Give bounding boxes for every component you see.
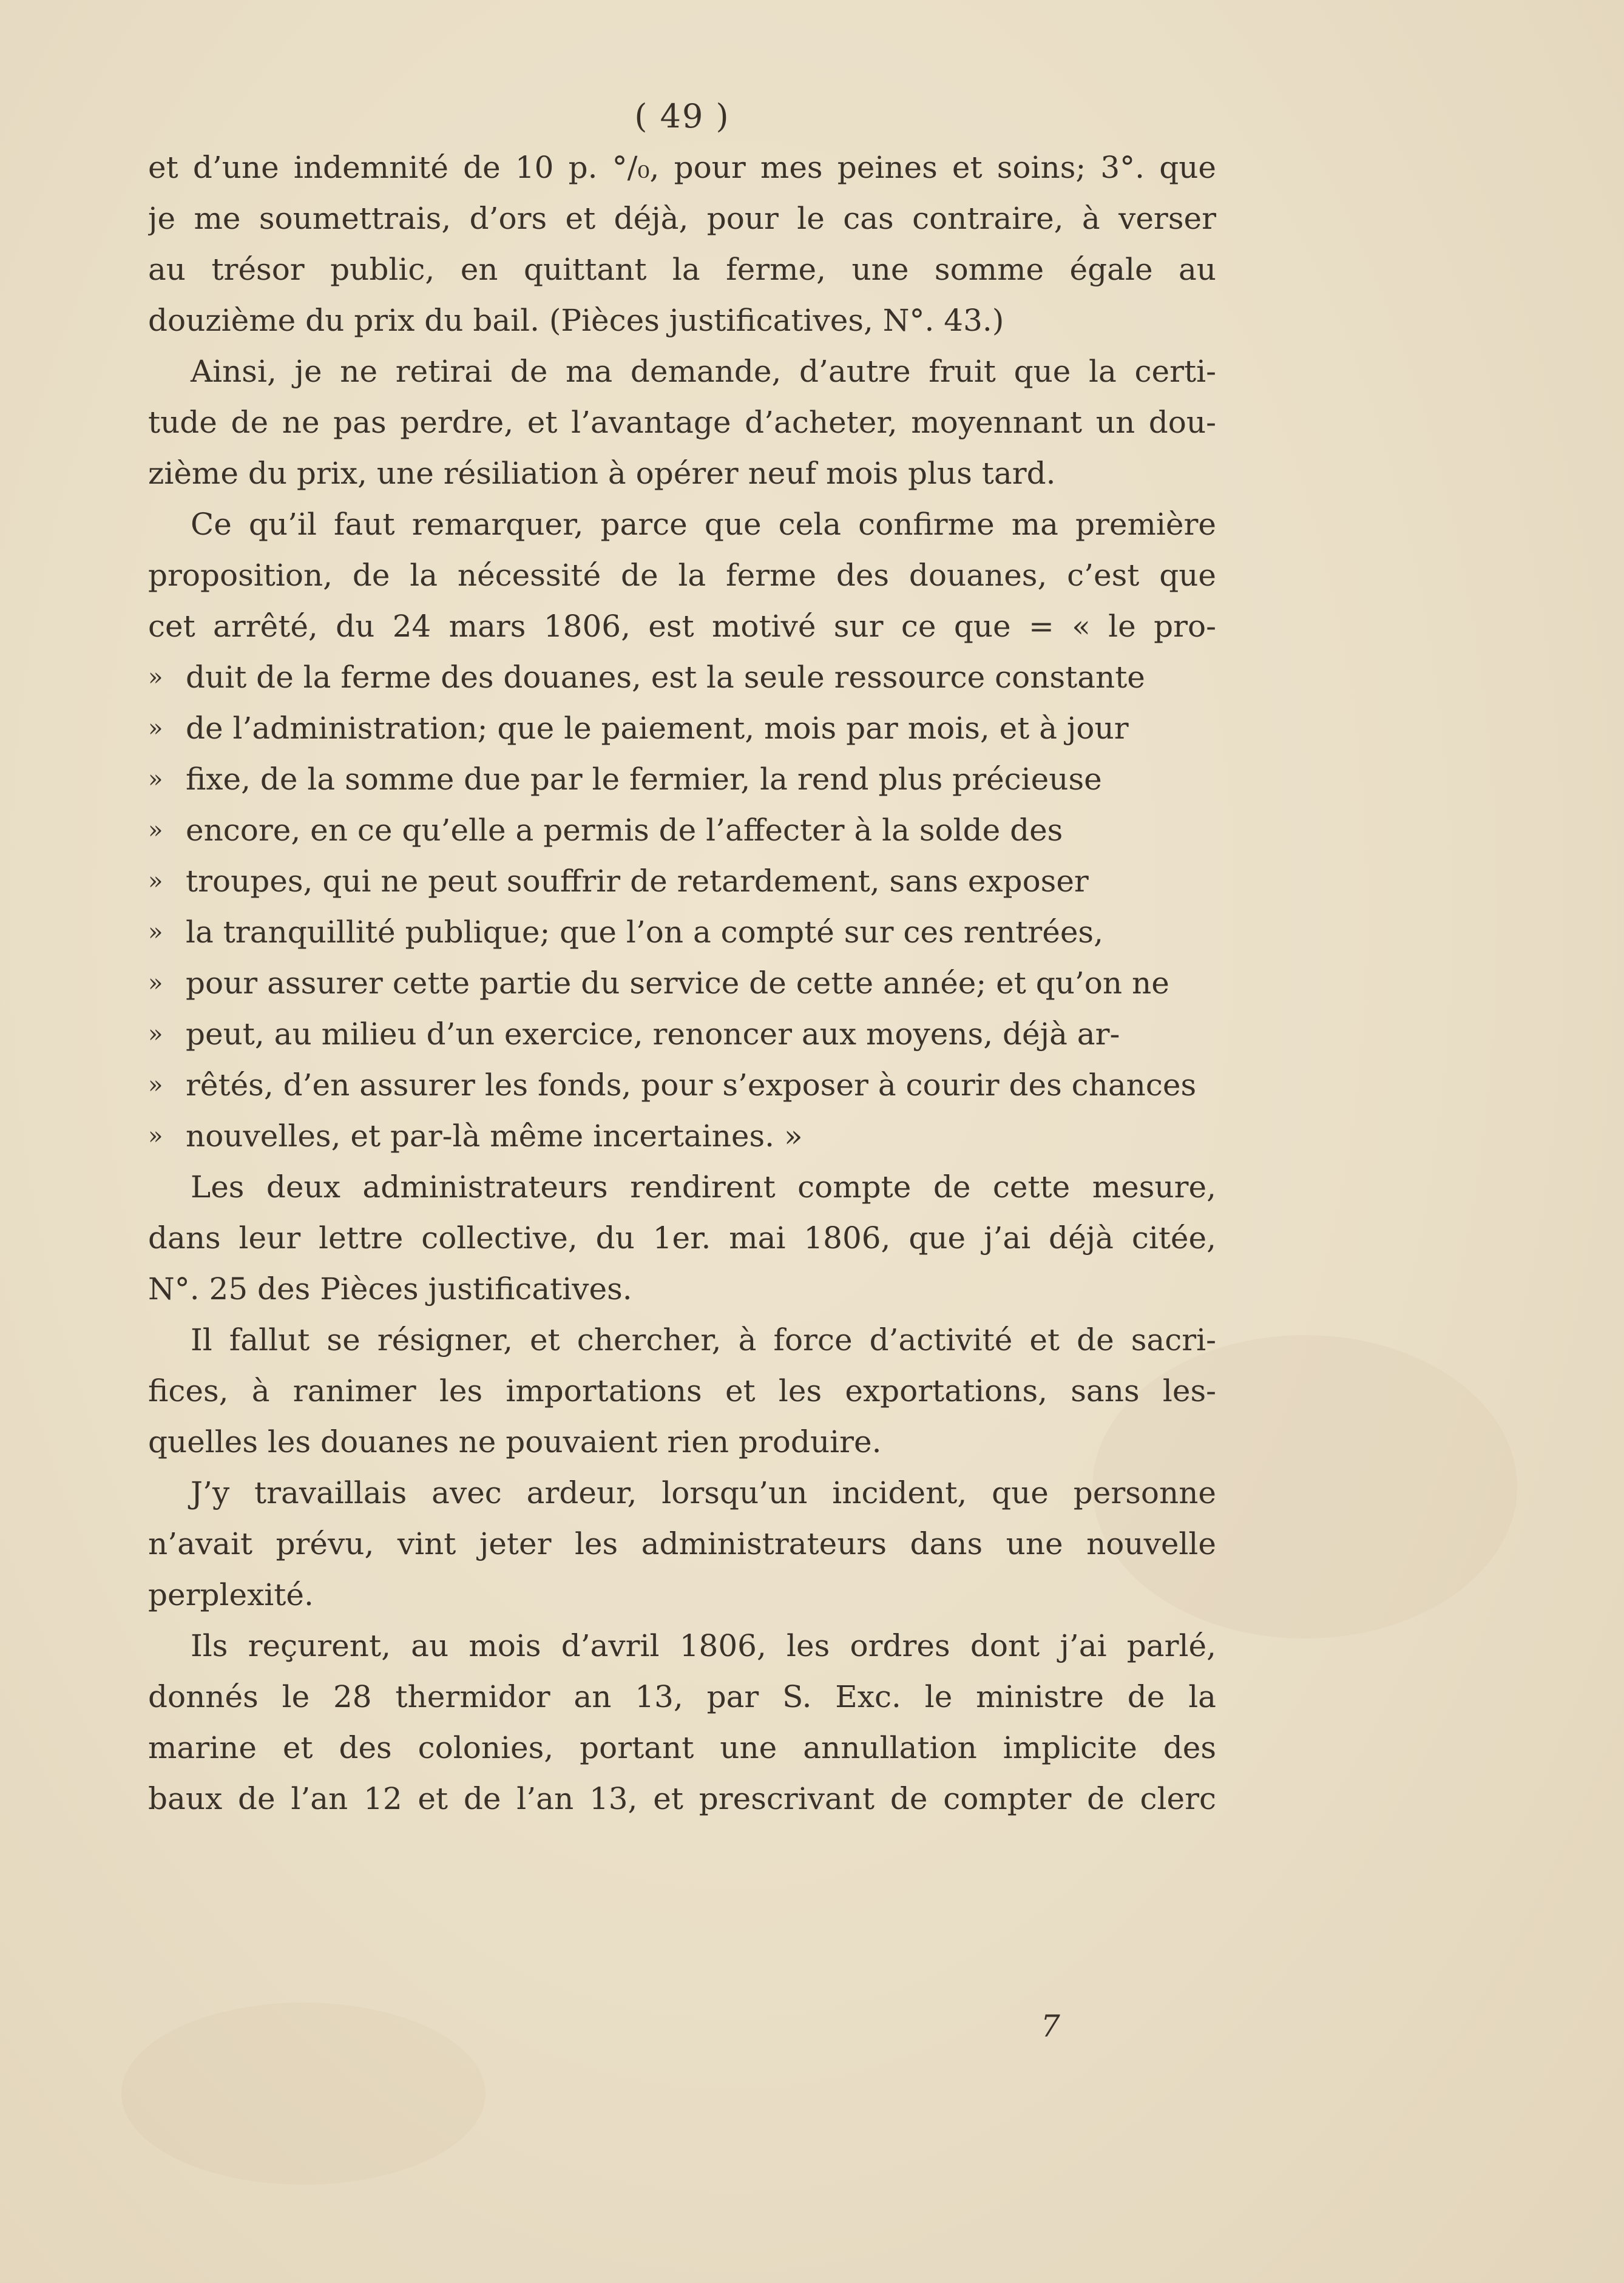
text-line: [148, 1569, 1216, 1620]
line-text: fixe, de la somme due par le fermier, la rend plus précieuse: [186, 762, 1102, 797]
line-text: peut, au milieu d’un exercice, renoncer aux moyens, déjà ar-: [186, 1016, 1120, 1052]
quote-mark: »: [148, 1122, 163, 1150]
line-text: pour assurer cette partie du service de cette année; et qu’on ne: [186, 966, 1169, 1001]
line-text: donnés le 28 thermidor an 13, par S. Exc. le ministre de la: [148, 1679, 1216, 1714]
line-text: dans leur lettre collective, du 1er. mai 1806, que j’ai déjà citée,: [148, 1220, 1216, 1256]
quote-mark: »: [148, 714, 163, 742]
quoted-line: [148, 754, 1216, 805]
quote-mark: »: [148, 765, 163, 793]
line-text: zième du prix, une résiliation à opérer neuf mois plus tard.: [148, 456, 1056, 491]
quoted-line: [148, 805, 1216, 856]
line-text: nouvelles, et par-là même incertaines. »: [186, 1118, 803, 1154]
quoted-line: [148, 856, 1216, 907]
line-text: baux de l’an 12 et de l’an 13, et prescrivant de compter de clerc: [148, 1781, 1216, 1816]
text-line: [148, 1365, 1216, 1416]
text-line: [148, 601, 1216, 652]
quote-mark: »: [148, 1020, 163, 1048]
line-text: Ainsi, je ne retirai de ma demande, d’autre fruit que la certi-: [191, 354, 1216, 389]
line-text: N°. 25 des Pièces justificatives.: [148, 1271, 632, 1307]
text-line: [148, 1518, 1216, 1569]
quote-mark: »: [148, 867, 163, 895]
line-text: et d’une indemnité de 10 p. °/₀, pour mes peines et soins; 3°. que: [148, 150, 1216, 185]
quote-mark: »: [148, 816, 163, 844]
text-line: [148, 1213, 1216, 1263]
line-text: proposition, de la nécessité de la ferme des douanes, c’est que: [148, 558, 1216, 593]
line-text: duit de la ferme des douanes, est la seule ressource constante: [186, 660, 1145, 695]
quoted-line: [148, 1111, 1216, 1162]
line-text: Ce qu’il faut remarquer, parce que cela confirme ma première: [191, 507, 1216, 542]
quote-mark: »: [148, 918, 163, 946]
line-text: perplexité.: [148, 1577, 314, 1612]
text-line: [148, 142, 1216, 193]
text-line: [148, 193, 1216, 244]
quoted-line: [148, 703, 1216, 754]
text-line: [148, 1162, 1216, 1213]
line-text: Ils reçurent, au mois d’avril 1806, les ordres dont j’ai parlé,: [191, 1628, 1216, 1663]
text-line: [148, 1773, 1216, 1824]
text-line: [148, 397, 1216, 448]
text-line: [148, 295, 1216, 346]
quoted-line: [148, 1009, 1216, 1060]
line-text: la tranquillité publique; que l’on a compté sur ces rentrées,: [186, 915, 1103, 950]
quoted-line: [148, 907, 1216, 958]
text-line: [148, 499, 1216, 550]
text-line: [148, 1722, 1216, 1773]
body-lines: [148, 142, 1216, 1824]
line-text: cet arrêté, du 24 mars 1806, est motivé sur ce que = « le pro-: [148, 609, 1216, 644]
text-line: [148, 1416, 1216, 1467]
line-text: quelles les douanes ne pouvaient rien produire.: [148, 1424, 882, 1459]
text-line: [148, 1314, 1216, 1365]
text-line: [148, 448, 1216, 499]
signature-mark: 7: [1041, 2009, 1060, 2044]
text-line: [148, 550, 1216, 601]
quote-mark: »: [148, 969, 163, 997]
text-line: [148, 1620, 1216, 1671]
line-text: marine et des colonies, portant une annullation implicite des: [148, 1730, 1216, 1765]
text-line: [148, 346, 1216, 397]
line-text: de l’administration; que le paiement, mois par mois, et à jour: [186, 711, 1129, 746]
line-text: Il fallut se résigner, et chercher, à force d’activité et de sacri-: [191, 1322, 1216, 1358]
page-number: ( 49 ): [634, 97, 730, 135]
quoted-line: [148, 1060, 1216, 1111]
quoted-line: [148, 652, 1216, 703]
quoted-line: [148, 958, 1216, 1009]
text-line: [148, 1263, 1216, 1314]
text-line: [148, 244, 1216, 295]
line-text: Les deux administrateurs rendirent compte de cette mesure,: [191, 1169, 1216, 1205]
paper-stain: [121, 2003, 486, 2185]
line-text: tude de ne pas perdre, et l’avantage d’acheter, moyennant un dou-: [148, 405, 1216, 440]
text-line: [148, 1467, 1216, 1518]
text-block: [148, 91, 1216, 1824]
line-text: n’avait prévu, vint jeter les administrateurs dans une nouvelle: [148, 1526, 1216, 1561]
line-text: fices, à ranimer les importations et les exportations, sans les-: [148, 1373, 1216, 1409]
line-text: au trésor public, en quittant la ferme, une somme égale au: [148, 252, 1216, 287]
text-line: [148, 1671, 1216, 1722]
line-text: je me soumettrais, d’ors et déjà, pour le cas contraire, à verser: [148, 201, 1216, 236]
quote-mark: »: [148, 663, 163, 691]
line-text: troupes, qui ne peut souffrir de retardement, sans exposer: [186, 864, 1089, 899]
line-text: encore, en ce qu’elle a permis de l’affecter à la solde des: [186, 813, 1063, 848]
quote-mark: »: [148, 1071, 163, 1099]
line-text: J’y travaillais avec ardeur, lorsqu’un incident, que personne: [191, 1475, 1216, 1510]
line-text: douzième du prix du bail. (Pièces justificatives, N°. 43.): [148, 303, 1004, 338]
line-text: rêtés, d’en assurer les fonds, pour s’exposer à courir des chances: [186, 1067, 1197, 1103]
